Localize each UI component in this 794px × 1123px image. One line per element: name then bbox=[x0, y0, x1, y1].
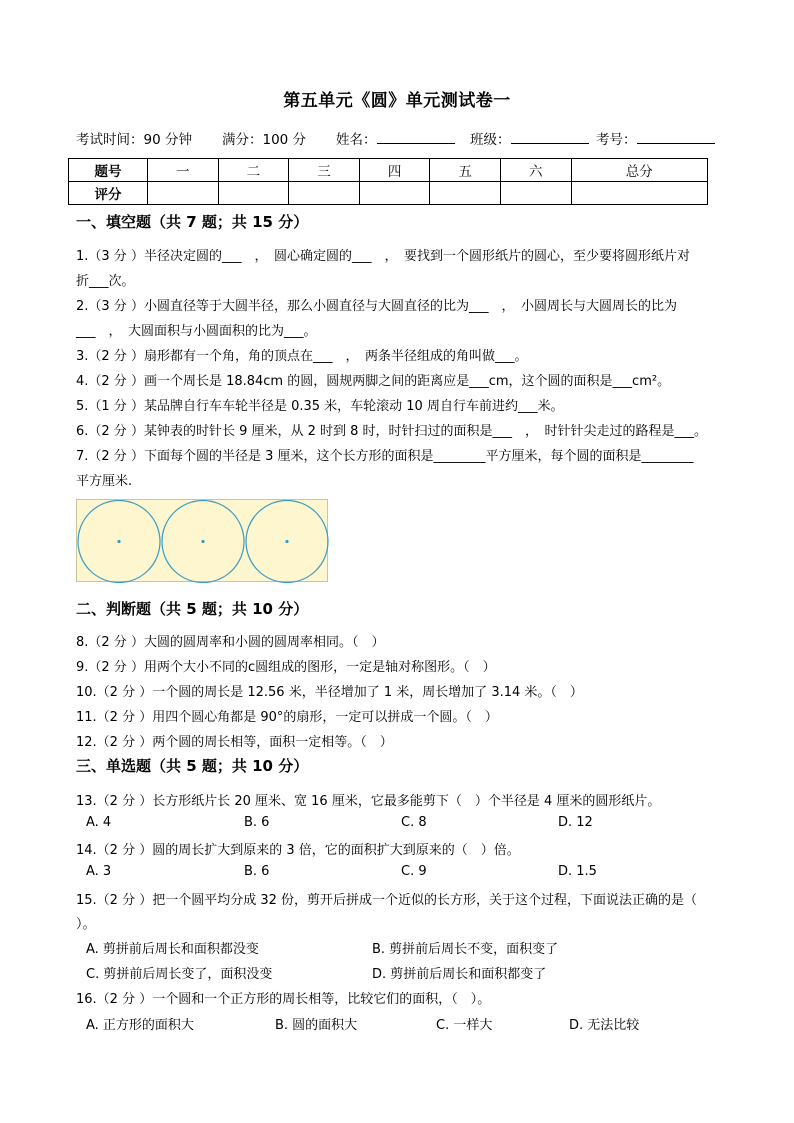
score-table-cell: 二 bbox=[218, 159, 289, 182]
question-4: 4.（2 分 ）画一个周长是 18.84cm 的圆，圆规两脚之间的距离应是___cm，这个圆的面积是___cm²。 bbox=[76, 374, 671, 389]
circles-svg bbox=[77, 500, 329, 583]
question-1-line-2: 折___次。 bbox=[76, 274, 135, 289]
question-1-line-1: 1.（3 分 ）半径决定圆的___ ， 圆心确定圆的___ ， 要找到一个圆形纸片的圆心，至少要将圆形纸片对 bbox=[76, 249, 690, 264]
score-table-cell: 总分 bbox=[571, 159, 707, 182]
score-table-header-row bbox=[69, 159, 708, 182]
circle-center-3 bbox=[285, 540, 288, 543]
question-9: 9.（2 分 ）用两个大小不同的c圆组成的图形，一定是轴对称图形。（ ） bbox=[76, 660, 496, 675]
score-table-cell: 三 bbox=[289, 159, 360, 182]
number-blank bbox=[637, 130, 715, 144]
score-table bbox=[68, 158, 708, 205]
three-circles-figure bbox=[76, 499, 328, 582]
question-10: 10.（2 分 ）一个圆的周长是 12.56 米，半径增加了 1 米，周长增加了 3.14 米。（ ） bbox=[76, 685, 583, 700]
score-table-cell: 题号 bbox=[69, 159, 148, 182]
circle-center-2 bbox=[201, 540, 204, 543]
q14-option-b[interactable]: B. 6 bbox=[244, 864, 270, 879]
q14-option-a[interactable]: A. 3 bbox=[86, 864, 112, 879]
name-label: 姓名： bbox=[336, 132, 377, 148]
score-table-cell: 六 bbox=[500, 159, 571, 182]
question-12: 12.（2 分 ）两个圆的周长相等，面积一定相等。（ ） bbox=[76, 735, 393, 750]
score-table-score-row bbox=[69, 182, 708, 205]
question-2-line-2: ___ ， 大圆面积与小圆面积的比为___。 bbox=[76, 324, 317, 339]
name-field bbox=[336, 128, 455, 148]
score-table-cell: 五 bbox=[430, 159, 501, 182]
question-15-line-2: ）。 bbox=[76, 917, 96, 932]
full-score: 满分：100 分 bbox=[222, 132, 307, 148]
question-14: 14.（2 分 ）圆的周长扩大到原来的 3 倍，它的面积扩大到原来的（ ）倍。 bbox=[76, 843, 520, 858]
q13-option-d[interactable]: D. 12 bbox=[558, 815, 593, 830]
number-field bbox=[596, 128, 715, 148]
score-table-cell: 评分 bbox=[69, 182, 148, 205]
q13-option-b[interactable]: B. 6 bbox=[244, 815, 270, 830]
score-table-cell: 一 bbox=[148, 159, 219, 182]
score-cell-empty[interactable] bbox=[359, 182, 430, 205]
question-2-line-1: 2.（3 分 ）小圆直径等于大圆半径，那么小圆直径与大圆直径的比为___ ， 小圆周长与大圆周长的比为 bbox=[76, 299, 677, 314]
q16-option-b[interactable]: B. 圆的面积大 bbox=[275, 1018, 358, 1033]
q15-option-a[interactable]: A. 剪拼前后周长和面积都没变 bbox=[86, 942, 259, 957]
section-heading-choice: 三、单选题（共 5 题；共 10 分） bbox=[76, 757, 309, 775]
question-7-line-1: 7.（2 分 ）下面每个圆的半径是 3 厘米，这个长方形的面积是________平方厘米，每个圆的面积是________ bbox=[76, 449, 694, 464]
name-blank bbox=[377, 130, 455, 144]
question-15-line-1: 15.（2 分 ）把一个圆平均分成 32 份，剪开后拼成一个近似的长方形，关于这个过程，下面说法正确的是（ bbox=[76, 893, 698, 908]
q14-option-c[interactable]: C. 9 bbox=[401, 864, 427, 879]
q15-option-b[interactable]: B. 剪拼前后周长不变，面积变了 bbox=[372, 942, 559, 957]
question-3: 3.（2 分 ）扇形都有一个角，角的顶点在___ ， 两条半径组成的角叫做___。 bbox=[76, 349, 528, 364]
class-label: 班级： bbox=[470, 132, 511, 148]
number-label: 考号： bbox=[596, 132, 637, 148]
section-heading-judge: 二、判断题（共 5 题；共 10 分） bbox=[76, 600, 309, 618]
circle-center-1 bbox=[117, 540, 120, 543]
score-cell-empty[interactable] bbox=[430, 182, 501, 205]
question-7-line-2: 平方厘米. bbox=[76, 474, 133, 489]
question-8: 8.（2 分 ）大圆的圆周率和小圆的圆周率相同。（ ） bbox=[76, 635, 385, 650]
q13-option-a[interactable]: A. 4 bbox=[86, 815, 112, 830]
question-5: 5.（1 分 ）某品牌自行车车轮半径是 0.35 米，车轮滚动 10 周自行车前进约___米。 bbox=[76, 399, 564, 414]
exam-time: 考试时间：90 分钟 bbox=[76, 132, 192, 148]
q15-option-c[interactable]: C. 剪拼前后周长变了，面积没变 bbox=[86, 967, 273, 982]
q16-option-c[interactable]: C. 一样大 bbox=[436, 1018, 493, 1033]
question-6: 6.（2 分 ）某钟表的时针长 9 厘米，从 2 时到 8 时，时针扫过的面积是___ ， 时针针尖走过的路程是___。 bbox=[76, 424, 708, 439]
question-16: 16.（2 分 ）一个圆和一个正方形的周长相等，比较它们的面积，（ ）。 bbox=[76, 992, 491, 1007]
class-blank bbox=[511, 130, 589, 144]
score-cell-empty[interactable] bbox=[571, 182, 707, 205]
score-cell-empty[interactable] bbox=[500, 182, 571, 205]
q15-option-d[interactable]: D. 剪拼前后周长和面积都变了 bbox=[372, 967, 547, 982]
score-cell-empty[interactable] bbox=[218, 182, 289, 205]
score-cell-empty[interactable] bbox=[289, 182, 360, 205]
page-title: 第五单元《圆》单元测试卷一 bbox=[283, 91, 511, 111]
q16-option-d[interactable]: D. 无法比较 bbox=[569, 1018, 640, 1033]
score-cell-empty[interactable] bbox=[148, 182, 219, 205]
q14-option-d[interactable]: D. 1.5 bbox=[558, 864, 597, 879]
section-heading-fill: 一、填空题（共 7 题；共 15 分） bbox=[76, 213, 309, 231]
score-table-cell: 四 bbox=[359, 159, 430, 182]
class-field bbox=[470, 128, 589, 148]
question-11: 11.（2 分 ）用四个圆心角都是 90°的扇形，一定可以拼成一个圆。（ ） bbox=[76, 710, 498, 725]
q13-option-c[interactable]: C. 8 bbox=[401, 815, 427, 830]
question-13: 13.（2 分 ）长方形纸片长 20 厘米、宽 16 厘米，它最多能剪下（ ）个半径是 4 厘米的圆形纸片。 bbox=[76, 794, 661, 809]
q16-option-a[interactable]: A. 正方形的面积大 bbox=[86, 1018, 194, 1033]
